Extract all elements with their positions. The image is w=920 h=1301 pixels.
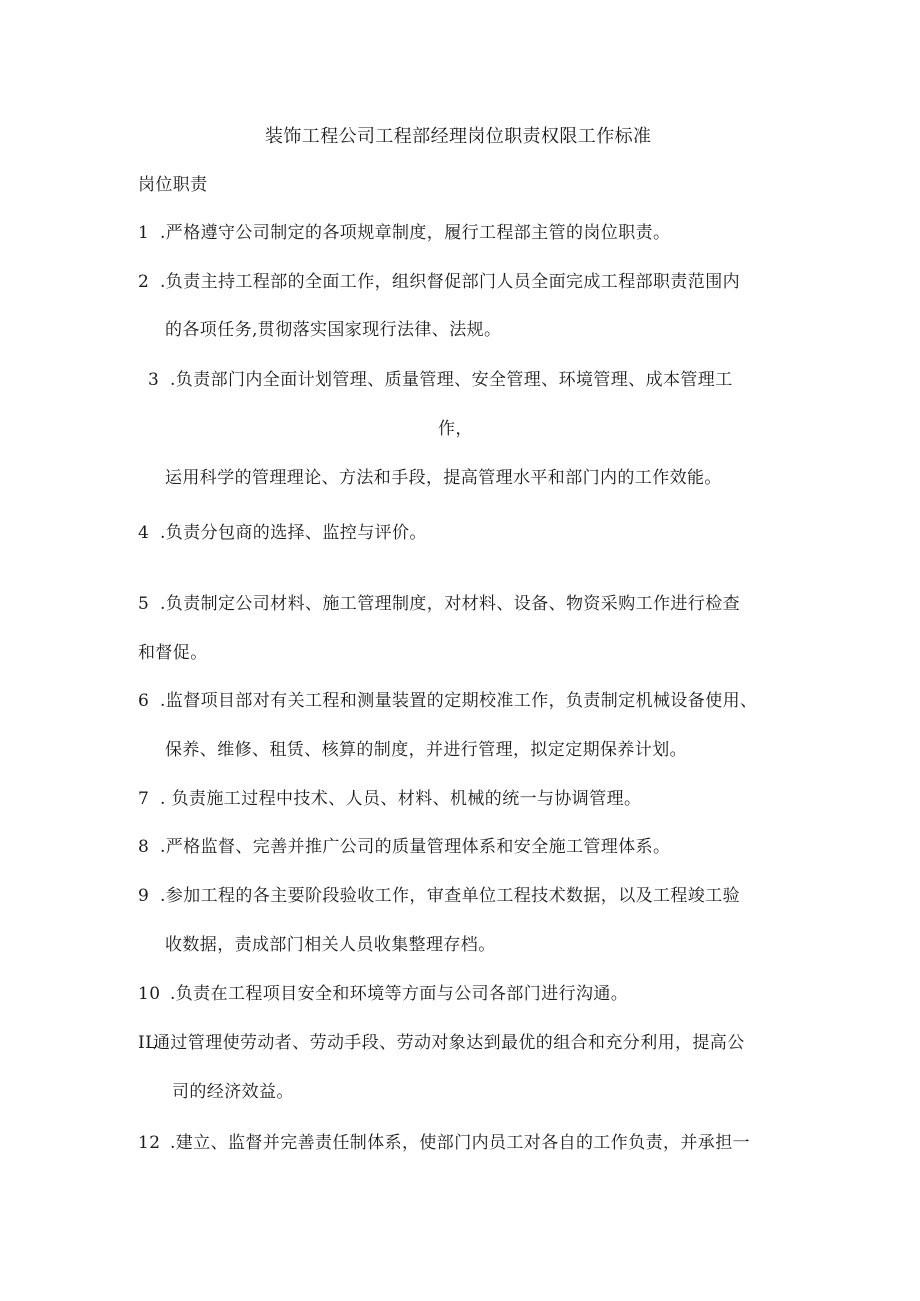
item-text: .严格遵守公司制定的各项规章制度，履行工程部主管的岗位职责。 xyxy=(160,223,671,243)
item-text: .负责部门内全面计划管理、质量管理、安全管理、环境管理、成本管理工 xyxy=(170,370,733,390)
item-text: .负责制定公司材料、施工管理制度，对材料、设备、物资采购工作进行检查 xyxy=(160,594,741,614)
list-item xyxy=(138,222,670,244)
item-text: .负责分包商的选择、监控与评价。 xyxy=(160,523,427,543)
list-item xyxy=(138,983,628,1005)
item-number: 10 xyxy=(138,984,161,1004)
item-continuation: 作， xyxy=(438,419,473,439)
item-number: 8 xyxy=(138,837,150,857)
item-continuation: 司的经济效益。 xyxy=(172,1082,294,1102)
list-item xyxy=(138,690,757,712)
item-number: IL xyxy=(138,1033,157,1053)
item-number: 9 xyxy=(138,886,150,906)
item-text: .负责主持工程部的全面工作，组织督促部门人员全面完成工程部职责范围内 xyxy=(160,272,741,292)
list-item xyxy=(138,788,641,810)
item-number: 1 xyxy=(138,223,150,243)
item-text: .监督项目部对有关工程和测量装置的定期校准工作，负责制定机械设备使用、 xyxy=(160,691,758,711)
item-text: . 负责施工过程中技术、人员、材料、机械的统一与协调管理。 xyxy=(160,789,642,809)
list-item xyxy=(138,885,740,907)
item-text: .负责在工程项目安全和环境等方面与公司各部门进行沟通。 xyxy=(170,984,629,1004)
item-number: 2 xyxy=(138,272,150,292)
item-number: 7 xyxy=(138,789,150,809)
list-item xyxy=(138,593,740,615)
list-item xyxy=(148,369,733,391)
list-item xyxy=(138,1032,745,1054)
item-text: .严格监督、完善并推广公司的质量管理体系和安全施工管理体系。 xyxy=(160,837,671,857)
item-continuation: 和督促。 xyxy=(138,643,208,663)
item-number: 4 xyxy=(138,523,150,543)
item-continuation: 保养、维修、租赁、核算的制度，并进行管理，拟定定期保养计划。 xyxy=(165,740,687,760)
list-item xyxy=(138,1132,750,1154)
item-continuation: 收数据，责成部门相关人员收集整理存档。 xyxy=(165,935,496,955)
item-continuation: 运用科学的管理理论、方法和手段，提高管理水平和部门内的工作效能。 xyxy=(165,468,722,488)
item-text: .建立、监督并完善责任制体系，使部门内员工对各自的工作负责，并承担一 xyxy=(170,1133,751,1153)
list-item xyxy=(138,836,670,858)
document-title: 装饰工程公司工程部经理岗位职责权限工作标准 xyxy=(265,126,652,147)
item-text: .参加工程的各主要阶段验收工作，审查单位工程技术数据，以及工程竣工验 xyxy=(160,886,741,906)
list-item xyxy=(138,522,427,544)
item-continuation: 的各项任务,贯彻落实国家现行法律、法规。 xyxy=(165,320,502,340)
item-text: 通过管理使劳动者、劳动手段、劳动对象达到最优的组合和充分利用，提高公 xyxy=(153,1033,745,1053)
section-heading: 岗位职责 xyxy=(138,175,208,195)
item-number: 3 xyxy=(148,370,160,390)
item-number: 6 xyxy=(138,691,150,711)
item-number: 5 xyxy=(138,594,150,614)
list-item xyxy=(138,271,740,293)
item-number: 12 xyxy=(138,1133,161,1153)
